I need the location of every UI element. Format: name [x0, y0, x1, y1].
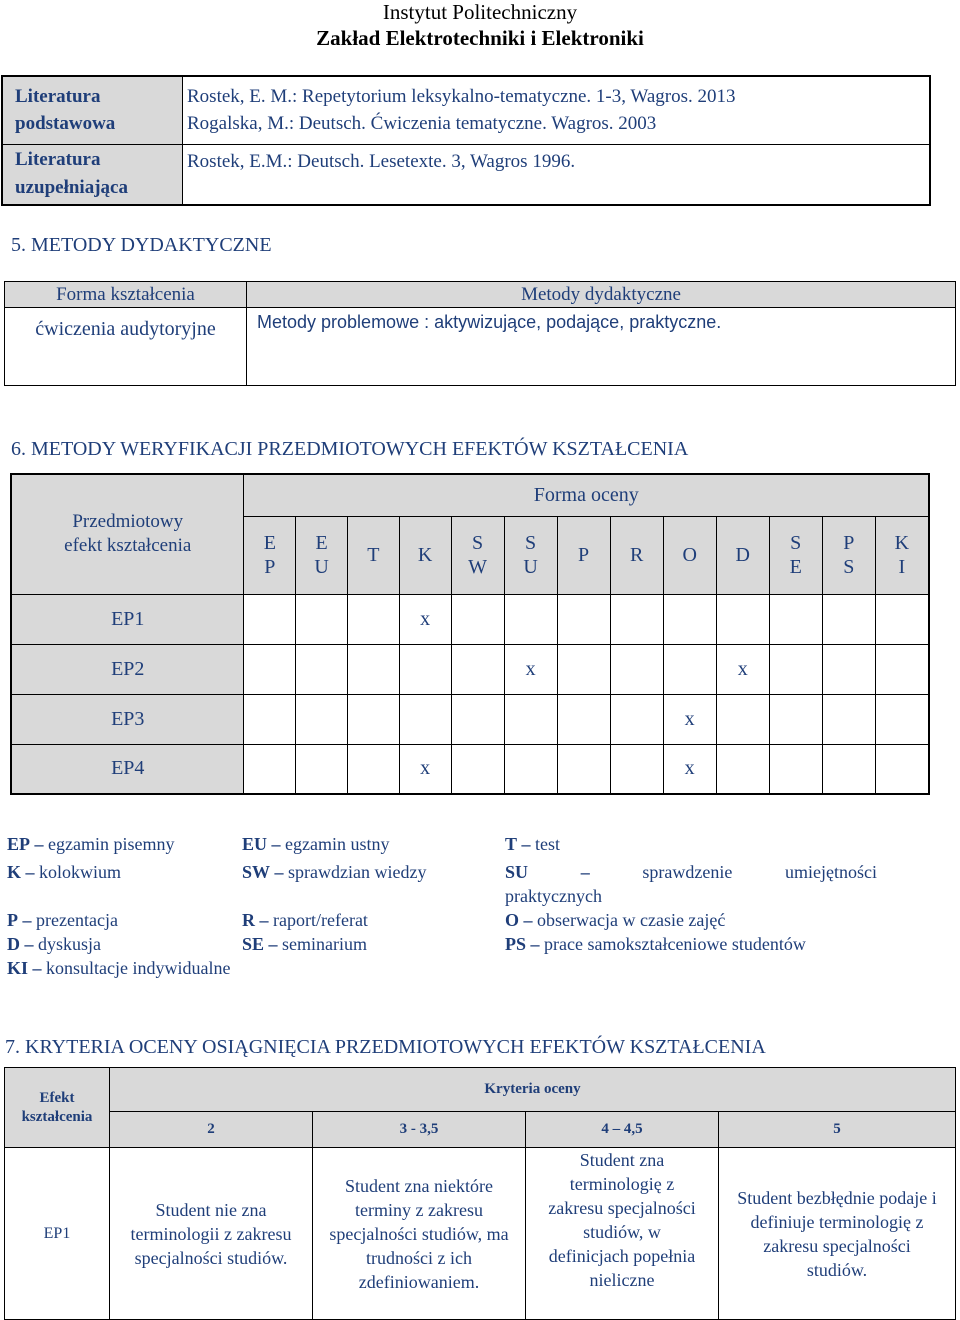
form-column-code-line1: P	[843, 532, 855, 554]
literature-item: Rostek, E. M.: Repetytorium leksykalno-tematyczne. 1-3, Wagros. 2013	[187, 86, 736, 108]
literature-basic-label-line2: podstawowa	[15, 113, 116, 135]
effect-label: EP1	[11, 594, 244, 644]
legend-text: egzamin pisemny	[48, 834, 175, 854]
form-mark	[822, 594, 875, 644]
form-column-header	[822, 516, 875, 594]
legend-code: O	[505, 910, 520, 930]
table-row	[11, 644, 929, 694]
legend-code: T	[505, 834, 518, 854]
section-5-title: 5. METODY DYDAKTYCZNE	[11, 234, 272, 256]
form-column-header	[348, 516, 400, 594]
verification-effect-header	[11, 474, 244, 594]
legend-item	[242, 934, 367, 955]
effect-label: EP2	[11, 644, 244, 694]
legend-code: EU	[242, 834, 268, 854]
form-column-code-line1: R	[629, 544, 644, 566]
legend-dash: –	[580, 862, 590, 882]
legend-text: sprawdzian wiedzy	[288, 862, 427, 882]
form-column-code-line1: S	[790, 532, 802, 554]
form-mark	[610, 644, 663, 694]
criteria-effect-header	[5, 1068, 110, 1148]
form-column-code-line1: K	[417, 544, 433, 566]
form-column-header	[451, 516, 504, 594]
section-6-title: 6. METODY WERYFIKACJI PRZEDMIOTOWYCH EFEKTÓW KSZTAŁCENIA	[11, 438, 689, 460]
effect-label: EP4	[11, 744, 244, 794]
legend-dash: –	[25, 862, 35, 882]
legend-continuation: praktycznych	[505, 886, 602, 906]
form-mark	[610, 744, 663, 794]
legend-item	[7, 958, 230, 979]
form-column-header	[663, 516, 716, 594]
form-mark	[296, 644, 348, 694]
legend-code: K	[7, 862, 22, 882]
form-mark	[610, 694, 663, 744]
form-mark	[769, 694, 822, 744]
form-mark	[716, 744, 769, 794]
form-mark	[875, 594, 929, 644]
form-column-code-line2: U	[523, 556, 538, 578]
form-mark	[244, 694, 296, 744]
form-mark	[504, 694, 557, 744]
legend-text: prezentacja	[36, 910, 118, 930]
legend-text: obserwacja w czasie zajęć	[537, 910, 726, 930]
form-mark	[875, 644, 929, 694]
legend-code: SE	[242, 934, 265, 954]
form-column-header	[769, 516, 822, 594]
form-mark	[557, 744, 610, 794]
legend-dash: –	[34, 834, 44, 854]
form-mark: x	[399, 744, 451, 794]
form-mark	[244, 744, 296, 794]
legend-code: KI	[7, 958, 29, 978]
legend-code: SW	[242, 862, 271, 882]
form-mark	[451, 694, 504, 744]
literature-supp-items	[183, 144, 931, 205]
legend-dash: –	[523, 910, 533, 930]
literature-basic-items	[183, 76, 931, 144]
legend-code: EP	[7, 834, 31, 854]
form-mark	[769, 744, 822, 794]
form-mark	[348, 594, 400, 644]
form-column-code-line2: S	[843, 556, 855, 578]
legend-text: dyskusja	[38, 934, 101, 954]
form-mark: x	[716, 644, 769, 694]
criteria-effect-header-line2: kształcenia	[21, 1108, 93, 1125]
legend-item	[7, 910, 118, 931]
legend-code: D	[7, 934, 20, 954]
form-mark	[557, 594, 610, 644]
form-mark	[716, 694, 769, 744]
form-mark	[610, 594, 663, 644]
form-column-code-line2: I	[898, 556, 906, 578]
form-mark	[663, 644, 716, 694]
methods-table	[4, 281, 956, 386]
literature-supp-label	[2, 144, 183, 205]
form-mark	[451, 594, 504, 644]
institute-name: Instytut Politechniczny	[382, 0, 578, 24]
form-mark	[399, 694, 451, 744]
form-mark: x	[663, 694, 716, 744]
form-mark	[716, 594, 769, 644]
methods-form-value: ćwiczenia audytoryjne	[5, 308, 247, 386]
form-column-code-line1: T	[367, 544, 380, 566]
form-column-header	[875, 516, 929, 594]
form-mark: x	[399, 594, 451, 644]
form-column-code-line2: E	[789, 556, 802, 578]
legend-item	[505, 910, 725, 931]
legend	[7, 834, 907, 984]
form-mark	[348, 644, 400, 694]
form-mark	[451, 644, 504, 694]
verification-table	[10, 473, 930, 795]
legend-item	[7, 862, 121, 883]
verification-effect-header-line2: efekt kształcenia	[64, 535, 192, 557]
form-mark	[822, 644, 875, 694]
form-mark	[557, 644, 610, 694]
methods-header: Metody dydaktyczne	[247, 282, 956, 308]
form-column-code-line1: P	[578, 544, 590, 566]
table-row	[11, 744, 929, 794]
legend-code: PS	[505, 934, 527, 954]
legend-code: R	[242, 910, 255, 930]
legend-text: kolokwium	[39, 862, 122, 882]
form-column-code-line1: S	[471, 532, 484, 554]
legend-text: raport/referat	[273, 910, 368, 930]
section-7-title: 7. KRYTERIA OCENY OSIĄGNIĘCIA PRZEDMIOTOWYCH EFEKTÓW KSZTAŁCENIA	[5, 1036, 766, 1058]
form-mark	[244, 644, 296, 694]
legend-dash: –	[521, 834, 531, 854]
form-mark: x	[663, 744, 716, 794]
table-row	[11, 594, 929, 644]
form-column-header	[716, 516, 769, 594]
legend-dash: –	[259, 910, 269, 930]
form-column-code-line1: E	[263, 532, 276, 554]
form-mark	[296, 694, 348, 744]
literature-item: Rogalska, M.: Deutsch. Ćwiczenia tematyczne. Wagros. 2003	[187, 113, 657, 135]
criteria-cell-5: Student bezbłędnie podaje i definiuje terminologię z zakresu specjalności studiów.	[719, 1148, 956, 1320]
form-mark	[875, 694, 929, 744]
legend-dash: –	[268, 934, 278, 954]
table-row	[11, 694, 929, 744]
form-mark	[296, 594, 348, 644]
criteria-cell-3: Student zna niektóre terminy z zakresu specjalności studiów, ma trudności z ich zdefiniowaniem.	[313, 1148, 526, 1320]
legend-dash: –	[530, 934, 540, 954]
legend-item	[505, 934, 806, 955]
form-column-header	[557, 516, 610, 594]
form-column-header	[296, 516, 348, 594]
legend-item	[7, 934, 101, 955]
criteria-table	[4, 1067, 956, 1320]
form-column-code-line1: E	[315, 532, 328, 554]
form-column-code-line1: D	[735, 544, 750, 566]
legend-code: P	[7, 910, 18, 930]
legend-dash: –	[274, 862, 284, 882]
legend-text: seminarium	[282, 934, 368, 954]
form-mark: x	[504, 644, 557, 694]
criteria-effect-header-line1: Efekt	[39, 1089, 75, 1106]
legend-dash: –	[22, 910, 32, 930]
form-column-code-line2: W	[468, 556, 487, 578]
criteria-cell-4: Student zna terminologię z zakresu specjalności studiów, w definicjach popełnia nieliczne	[526, 1148, 719, 1320]
form-column-code-line1: S	[525, 532, 537, 554]
legend-item	[505, 834, 560, 855]
criteria-cell-2: Student nie zna terminologii z zakresu specjalności studiów.	[110, 1148, 313, 1320]
methods-form-header: Forma kształcenia	[5, 282, 247, 308]
legend-text: test	[535, 834, 561, 854]
legend-dash: –	[32, 958, 42, 978]
form-mark	[296, 744, 348, 794]
grade-4: 4 – 4,5	[526, 1112, 719, 1148]
legend-text: konsultacje indywidualne	[46, 958, 231, 978]
form-mark	[822, 744, 875, 794]
verification-form-header: Forma oceny	[244, 474, 929, 516]
grade-5: 5	[719, 1112, 956, 1148]
legend-text: sprawdzenie umiejętności	[642, 862, 878, 882]
legend-text: egzamin ustny	[285, 834, 390, 854]
legend-item	[242, 862, 426, 883]
form-column-code-line2: U	[314, 556, 329, 578]
literature-supp-label-line2: uzupełniająca	[15, 177, 128, 199]
form-mark	[399, 644, 451, 694]
form-mark	[504, 744, 557, 794]
form-column-header	[399, 516, 451, 594]
form-mark	[663, 594, 716, 644]
department-name: Zakład Elektrotechniki i Elektroniki	[316, 26, 644, 50]
form-column-code-line2: P	[264, 556, 276, 578]
form-column-header	[504, 516, 557, 594]
form-mark	[348, 694, 400, 744]
legend-code: SU	[505, 862, 529, 882]
form-column-header	[610, 516, 663, 594]
legend-item	[242, 910, 368, 931]
criteria-row-label: EP1	[5, 1148, 110, 1320]
form-mark	[348, 744, 400, 794]
verification-effect-header-line1: Przedmiotowy	[72, 511, 184, 533]
form-column-code-line1: K	[894, 532, 910, 554]
legend-text: prace samokształceniowe studentów	[544, 934, 806, 954]
literature-basic-label-line1: Literatura	[15, 86, 101, 108]
form-mark	[504, 594, 557, 644]
literature-basic-label	[2, 76, 183, 144]
literature-table	[1, 75, 931, 206]
form-column-code-line1: O	[682, 544, 697, 566]
form-mark	[557, 694, 610, 744]
grade-3: 3 - 3,5	[313, 1112, 526, 1148]
effect-label: EP3	[11, 694, 244, 744]
criteria-header: Kryteria oceny	[110, 1068, 956, 1112]
form-mark	[244, 594, 296, 644]
legend-dash: –	[271, 834, 281, 854]
literature-item: Rostek, E.M.: Deutsch. Lesetexte. 3, Wagros 1996.	[187, 150, 576, 172]
form-mark	[451, 744, 504, 794]
legend-item	[7, 834, 174, 855]
legend-dash: –	[24, 934, 34, 954]
legend-item	[242, 834, 390, 855]
form-mark	[875, 744, 929, 794]
form-mark	[769, 594, 822, 644]
grade-2: 2	[110, 1112, 313, 1148]
methods-value: Metody problemowe : aktywizujące, podające, praktyczne.	[247, 308, 956, 386]
form-mark	[822, 694, 875, 744]
literature-supp-label-line1: Literatura	[15, 149, 101, 171]
form-column-header	[244, 516, 296, 594]
form-mark	[769, 644, 822, 694]
legend-item	[505, 862, 877, 883]
